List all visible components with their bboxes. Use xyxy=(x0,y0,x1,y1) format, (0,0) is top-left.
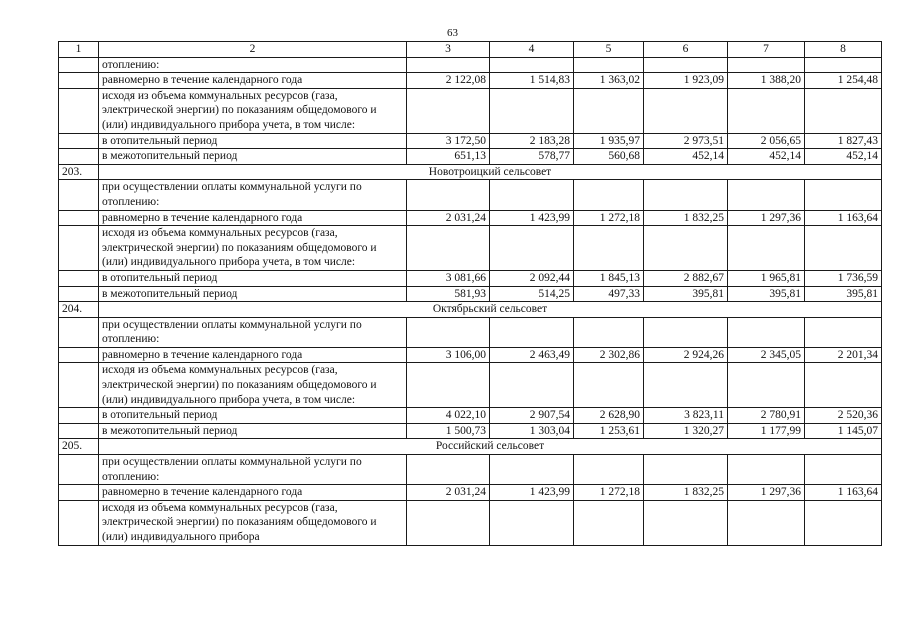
section-title: Новотроицкий сельсовет xyxy=(99,164,882,180)
page-number: 63 xyxy=(447,27,458,39)
row-label: отоплению: xyxy=(99,57,407,73)
row-number-cell xyxy=(59,347,99,363)
value-cell xyxy=(574,500,644,545)
row-number-cell xyxy=(59,73,99,89)
column-header: 3 xyxy=(407,42,490,58)
value-cell: 3 081,66 xyxy=(407,270,490,286)
value-cell: 3 172,50 xyxy=(407,133,490,149)
row-label: при осуществлении оплаты коммунальной услуги по отоплению: xyxy=(99,317,407,347)
value-cell: 1 935,97 xyxy=(574,133,644,149)
value-cell xyxy=(728,180,805,210)
section-row xyxy=(59,439,882,455)
row-number-cell xyxy=(59,408,99,424)
value-cell: 1 514,83 xyxy=(490,73,574,89)
value-cell xyxy=(490,317,574,347)
value-cell xyxy=(407,500,490,545)
value-cell xyxy=(407,57,490,73)
table-row xyxy=(59,88,882,133)
value-cell xyxy=(805,226,882,271)
value-cell xyxy=(728,500,805,545)
value-cell xyxy=(407,180,490,210)
value-cell: 514,25 xyxy=(490,286,574,302)
value-cell xyxy=(574,88,644,133)
value-cell xyxy=(574,455,644,485)
value-cell xyxy=(490,180,574,210)
value-cell: 2 463,49 xyxy=(490,347,574,363)
value-cell xyxy=(490,455,574,485)
value-cell: 2 907,54 xyxy=(490,408,574,424)
row-number-cell xyxy=(59,500,99,545)
column-header: 2 xyxy=(99,42,407,58)
value-cell: 2 973,51 xyxy=(644,133,728,149)
value-cell xyxy=(407,363,490,408)
value-cell xyxy=(805,88,882,133)
value-cell xyxy=(644,226,728,271)
value-cell: 1 827,43 xyxy=(805,133,882,149)
value-cell xyxy=(805,363,882,408)
value-cell xyxy=(728,455,805,485)
value-cell: 3 106,00 xyxy=(407,347,490,363)
value-cell: 1 845,13 xyxy=(574,270,644,286)
table-row xyxy=(59,270,882,286)
value-cell: 452,14 xyxy=(644,149,728,165)
row-label: исходя из объема коммунальных ресурсов (газа, электрической энергии) по показаниям общедомового и (или) индивидуального прибора xyxy=(99,500,407,545)
value-cell: 1 253,61 xyxy=(574,423,644,439)
value-cell: 3 823,11 xyxy=(644,408,728,424)
value-cell xyxy=(805,317,882,347)
row-label: при осуществлении оплаты коммунальной услуги по отоплению: xyxy=(99,455,407,485)
value-cell: 2 201,34 xyxy=(805,347,882,363)
row-label: в межотопительный период xyxy=(99,286,407,302)
value-cell: 2 628,90 xyxy=(574,408,644,424)
value-cell xyxy=(805,57,882,73)
column-header: 6 xyxy=(644,42,728,58)
value-cell xyxy=(728,317,805,347)
value-cell xyxy=(644,180,728,210)
table-row xyxy=(59,226,882,271)
table-row xyxy=(59,347,882,363)
value-cell xyxy=(805,455,882,485)
value-cell: 1 297,36 xyxy=(728,210,805,226)
value-cell: 497,33 xyxy=(574,286,644,302)
value-cell: 581,93 xyxy=(407,286,490,302)
row-number-cell xyxy=(59,363,99,408)
column-header: 1 xyxy=(59,42,99,58)
value-cell: 1 423,99 xyxy=(490,210,574,226)
row-number-cell xyxy=(59,180,99,210)
value-cell: 2 031,24 xyxy=(407,210,490,226)
value-cell: 1 832,25 xyxy=(644,485,728,501)
row-label: равномерно в течение календарного года xyxy=(99,73,407,89)
table-row xyxy=(59,73,882,89)
value-cell: 452,14 xyxy=(728,149,805,165)
value-cell xyxy=(644,57,728,73)
value-cell xyxy=(574,226,644,271)
section-title: Российский сельсовет xyxy=(99,439,882,455)
section-number: 204. xyxy=(59,302,99,318)
row-number-cell xyxy=(59,88,99,133)
value-cell: 2 924,26 xyxy=(644,347,728,363)
value-cell: 2 520,36 xyxy=(805,408,882,424)
value-cell: 395,81 xyxy=(805,286,882,302)
row-label: в отопительный период xyxy=(99,270,407,286)
row-number-cell xyxy=(59,210,99,226)
value-cell xyxy=(644,317,728,347)
value-cell: 2 183,28 xyxy=(490,133,574,149)
table-row xyxy=(59,149,882,165)
value-cell: 2 031,24 xyxy=(407,485,490,501)
value-cell: 1 177,99 xyxy=(728,423,805,439)
table-row xyxy=(59,363,882,408)
value-cell xyxy=(574,363,644,408)
value-cell xyxy=(490,88,574,133)
value-cell xyxy=(574,57,644,73)
row-label: исходя из объема коммунальных ресурсов (газа, электрической энергии) по показаниям общедомового и (или) индивидуального прибора учета, в том числе: xyxy=(99,88,407,133)
row-label: исходя из объема коммунальных ресурсов (газа, электрической энергии) по показаниям общедомового и (или) индивидуального прибора учета, в том числе: xyxy=(99,363,407,408)
value-cell: 1 272,18 xyxy=(574,485,644,501)
row-number-cell xyxy=(59,270,99,286)
row-label: равномерно в течение календарного года xyxy=(99,347,407,363)
value-cell: 1 832,25 xyxy=(644,210,728,226)
table-row xyxy=(59,180,882,210)
value-cell: 1 388,20 xyxy=(728,73,805,89)
row-number-cell xyxy=(59,133,99,149)
row-label: при осуществлении оплаты коммунальной услуги по отоплению: xyxy=(99,180,407,210)
value-cell xyxy=(805,180,882,210)
row-label: в отопительный период xyxy=(99,408,407,424)
row-label: в межотопительный период xyxy=(99,423,407,439)
row-label: равномерно в течение календарного года xyxy=(99,210,407,226)
row-number-cell xyxy=(59,423,99,439)
row-label: в межотопительный период xyxy=(99,149,407,165)
table-row xyxy=(59,408,882,424)
value-cell xyxy=(490,500,574,545)
value-cell xyxy=(490,363,574,408)
value-cell xyxy=(574,180,644,210)
value-cell: 2 302,86 xyxy=(574,347,644,363)
value-cell xyxy=(728,88,805,133)
value-cell: 2 345,05 xyxy=(728,347,805,363)
table-row xyxy=(59,133,882,149)
section-number: 205. xyxy=(59,439,99,455)
tariff-table xyxy=(58,41,882,546)
value-cell: 452,14 xyxy=(805,149,882,165)
row-number-cell xyxy=(59,286,99,302)
value-cell: 1 423,99 xyxy=(490,485,574,501)
column-header: 8 xyxy=(805,42,882,58)
row-number-cell xyxy=(59,317,99,347)
table-row xyxy=(59,286,882,302)
column-header: 7 xyxy=(728,42,805,58)
value-cell xyxy=(728,226,805,271)
value-cell: 1 163,64 xyxy=(805,485,882,501)
row-label: в отопительный период xyxy=(99,133,407,149)
value-cell: 395,81 xyxy=(728,286,805,302)
section-row xyxy=(59,164,882,180)
value-cell: 2 122,08 xyxy=(407,73,490,89)
row-number-cell xyxy=(59,149,99,165)
value-cell: 578,77 xyxy=(490,149,574,165)
value-cell: 395,81 xyxy=(644,286,728,302)
table-row xyxy=(59,455,882,485)
value-cell: 1 363,02 xyxy=(574,73,644,89)
value-cell xyxy=(574,317,644,347)
value-cell: 2 882,67 xyxy=(644,270,728,286)
value-cell: 1 965,81 xyxy=(728,270,805,286)
value-cell: 1 736,59 xyxy=(805,270,882,286)
value-cell: 651,13 xyxy=(407,149,490,165)
value-cell: 2 092,44 xyxy=(490,270,574,286)
value-cell xyxy=(407,226,490,271)
section-number: 203. xyxy=(59,164,99,180)
value-cell: 1 297,36 xyxy=(728,485,805,501)
column-header: 4 xyxy=(490,42,574,58)
row-number-cell xyxy=(59,226,99,271)
value-cell: 1 500,73 xyxy=(407,423,490,439)
row-number-cell xyxy=(59,57,99,73)
value-cell: 1 145,07 xyxy=(805,423,882,439)
section-title: Октябрьский сельсовет xyxy=(99,302,882,318)
value-cell xyxy=(644,363,728,408)
value-cell: 1 923,09 xyxy=(644,73,728,89)
value-cell xyxy=(490,226,574,271)
value-cell: 2 056,65 xyxy=(728,133,805,149)
section-row xyxy=(59,302,882,318)
value-cell xyxy=(805,500,882,545)
table-row xyxy=(59,210,882,226)
row-label: равномерно в течение календарного года xyxy=(99,485,407,501)
value-cell xyxy=(728,57,805,73)
value-cell xyxy=(644,500,728,545)
value-cell: 2 780,91 xyxy=(728,408,805,424)
value-cell xyxy=(644,455,728,485)
value-cell: 4 022,10 xyxy=(407,408,490,424)
value-cell xyxy=(490,57,574,73)
row-number-cell xyxy=(59,485,99,501)
table-row xyxy=(59,500,882,545)
value-cell: 560,68 xyxy=(574,149,644,165)
value-cell xyxy=(644,88,728,133)
table-row xyxy=(59,485,882,501)
value-cell: 1 163,64 xyxy=(805,210,882,226)
value-cell xyxy=(407,317,490,347)
value-cell: 1 254,48 xyxy=(805,73,882,89)
header-row xyxy=(59,42,882,58)
row-label: исходя из объема коммунальных ресурсов (газа, электрической энергии) по показаниям общедомового и (или) индивидуального прибора учета, в том числе: xyxy=(99,226,407,271)
value-cell xyxy=(407,88,490,133)
value-cell: 1 320,27 xyxy=(644,423,728,439)
value-cell xyxy=(407,455,490,485)
value-cell xyxy=(728,363,805,408)
column-header: 5 xyxy=(574,42,644,58)
value-cell: 1 272,18 xyxy=(574,210,644,226)
table-row xyxy=(59,317,882,347)
value-cell: 1 303,04 xyxy=(490,423,574,439)
table-row xyxy=(59,57,882,73)
row-number-cell xyxy=(59,455,99,485)
table-row xyxy=(59,423,882,439)
